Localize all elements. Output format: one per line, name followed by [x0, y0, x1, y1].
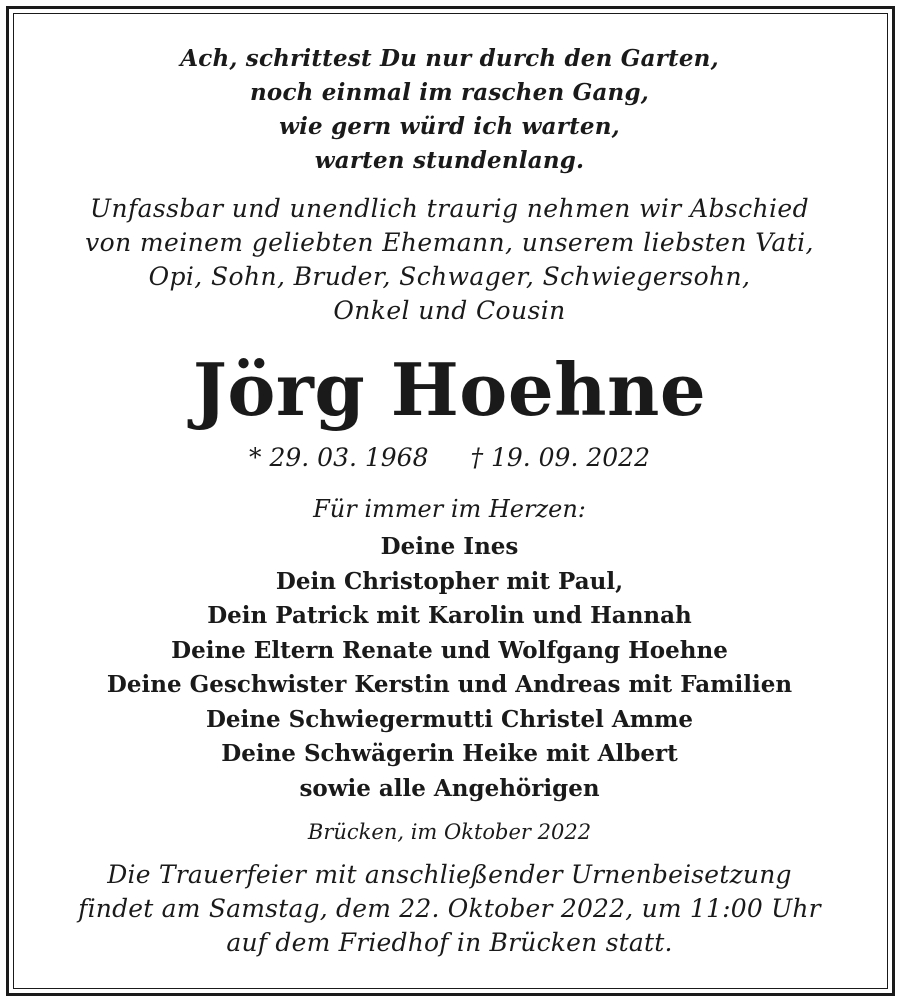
intro-line: Onkel und Cousin: [333, 296, 566, 325]
life-dates: [0, 440, 899, 476]
intro-line: Opi, Sohn, Bruder, Schwager, Schwiegersohn,: [148, 262, 751, 291]
poem-line: warten stundenlang.: [314, 147, 585, 174]
heart-line: Für immer im Herzen:: [313, 495, 586, 523]
mourner-line: Deine Geschwister Kerstin und Andreas mit Familien: [106, 671, 793, 698]
mourner-line: Dein Patrick mit Karolin und Hannah: [207, 602, 692, 629]
place-date: Brücken, im Oktober 2022: [307, 820, 592, 844]
intro-line: Unfassbar und unendlich traurig nehmen wir Abschied: [89, 194, 809, 223]
funeral-line: findet am Samstag, dem 22. Oktober 2022, um 11:00 Uhr: [78, 894, 821, 923]
funeral-line: Die Trauerfeier mit anschließender Urnenbeisetzung: [107, 860, 792, 889]
birth-date: * 29. 03. 1968: [249, 443, 429, 472]
poem-line: noch einmal im raschen Gang,: [250, 79, 649, 106]
mourner-line: Deine Schwägerin Heike mit Albert: [221, 740, 678, 767]
intro-text: [0, 192, 899, 328]
mourner-line: Deine Eltern Renate und Wolfgang Hoehne: [171, 636, 728, 664]
poem: [0, 42, 899, 178]
funeral-info: [0, 858, 899, 960]
mourner-line: Deine Ines: [380, 533, 519, 560]
poem-line: Ach, schrittest Du nur durch den Garten,: [180, 45, 719, 72]
intro-line: von meinem geliebten Ehemann, unserem liebsten Vati,: [85, 228, 814, 257]
mourner-line: sowie alle Angehörigen: [299, 774, 600, 802]
poem-line: wie gern würd ich warten,: [279, 113, 620, 140]
mourner-line: Dein Christopher mit Paul,: [275, 567, 624, 595]
funeral-line: auf dem Friedhof in Brücken statt.: [226, 928, 673, 957]
mourner-line: Deine Schwiegermutti Christel Amme: [205, 705, 694, 733]
death-date: † 19. 09. 2022: [470, 443, 650, 472]
mourners-list: [0, 530, 899, 806]
deceased-name: Jörg Hoehne: [192, 347, 707, 432]
